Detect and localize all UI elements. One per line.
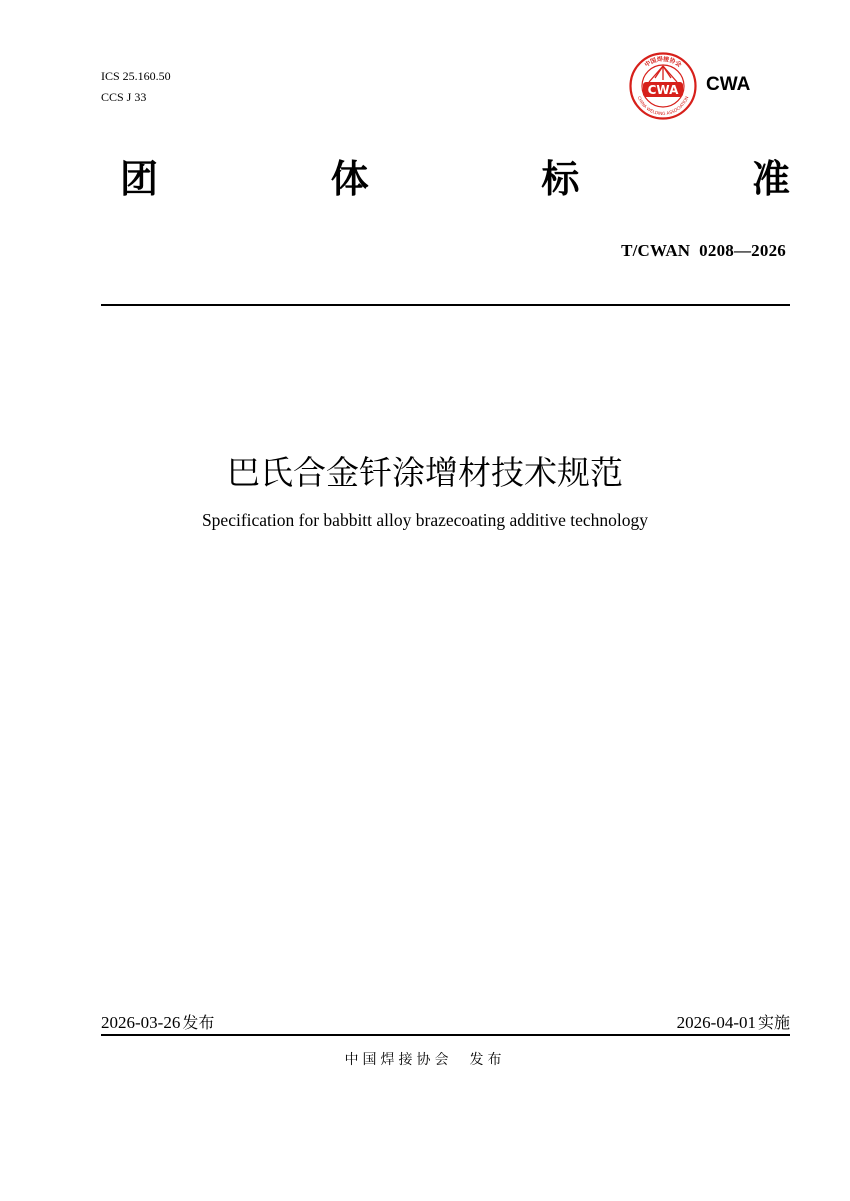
ccs-code: CCS J 33	[101, 90, 147, 104]
logo-mark-text: CWA	[647, 83, 679, 97]
standard-number: T/CWAN 0208—2026	[621, 241, 786, 260]
publisher: 中国焊接协会 发布	[344, 1052, 506, 1068]
logo-ring-top-text: 中国焊接协会	[643, 55, 683, 69]
footer-divider	[101, 1034, 790, 1036]
ics-code: ICS 25.160.50	[101, 69, 171, 83]
svg-text:CHINA WELDING ASSOCIATION	[636, 95, 691, 117]
issue-date-line	[101, 1010, 214, 1033]
implementation-label: 实施	[757, 1013, 790, 1032]
logo-label: CWA	[706, 74, 751, 95]
logo-ring-bottom-text: CHINA WELDING ASSOCIATION	[635, 95, 691, 118]
document-type-heading	[120, 154, 790, 204]
doc-type-char-1: 团	[120, 157, 159, 201]
header-divider	[101, 304, 790, 306]
doc-type-char-3: 标	[541, 157, 580, 201]
title-chinese: 巴氏合金钎涂增材技术规范	[227, 453, 623, 492]
implementation-date: 2026-04-01	[676, 1013, 756, 1032]
doc-type-char-2: 体	[330, 157, 369, 201]
issue-label: 发布	[182, 1013, 215, 1032]
cwa-logo-icon	[629, 52, 697, 120]
classification-codes	[101, 66, 171, 108]
title-english: Specification for babbitt alloy brazecoating additive technology	[201, 510, 649, 530]
doc-type-char-4: 准	[751, 157, 790, 201]
implementation-date-line	[677, 1010, 790, 1033]
issue-date: 2026-03-26	[101, 1013, 181, 1032]
